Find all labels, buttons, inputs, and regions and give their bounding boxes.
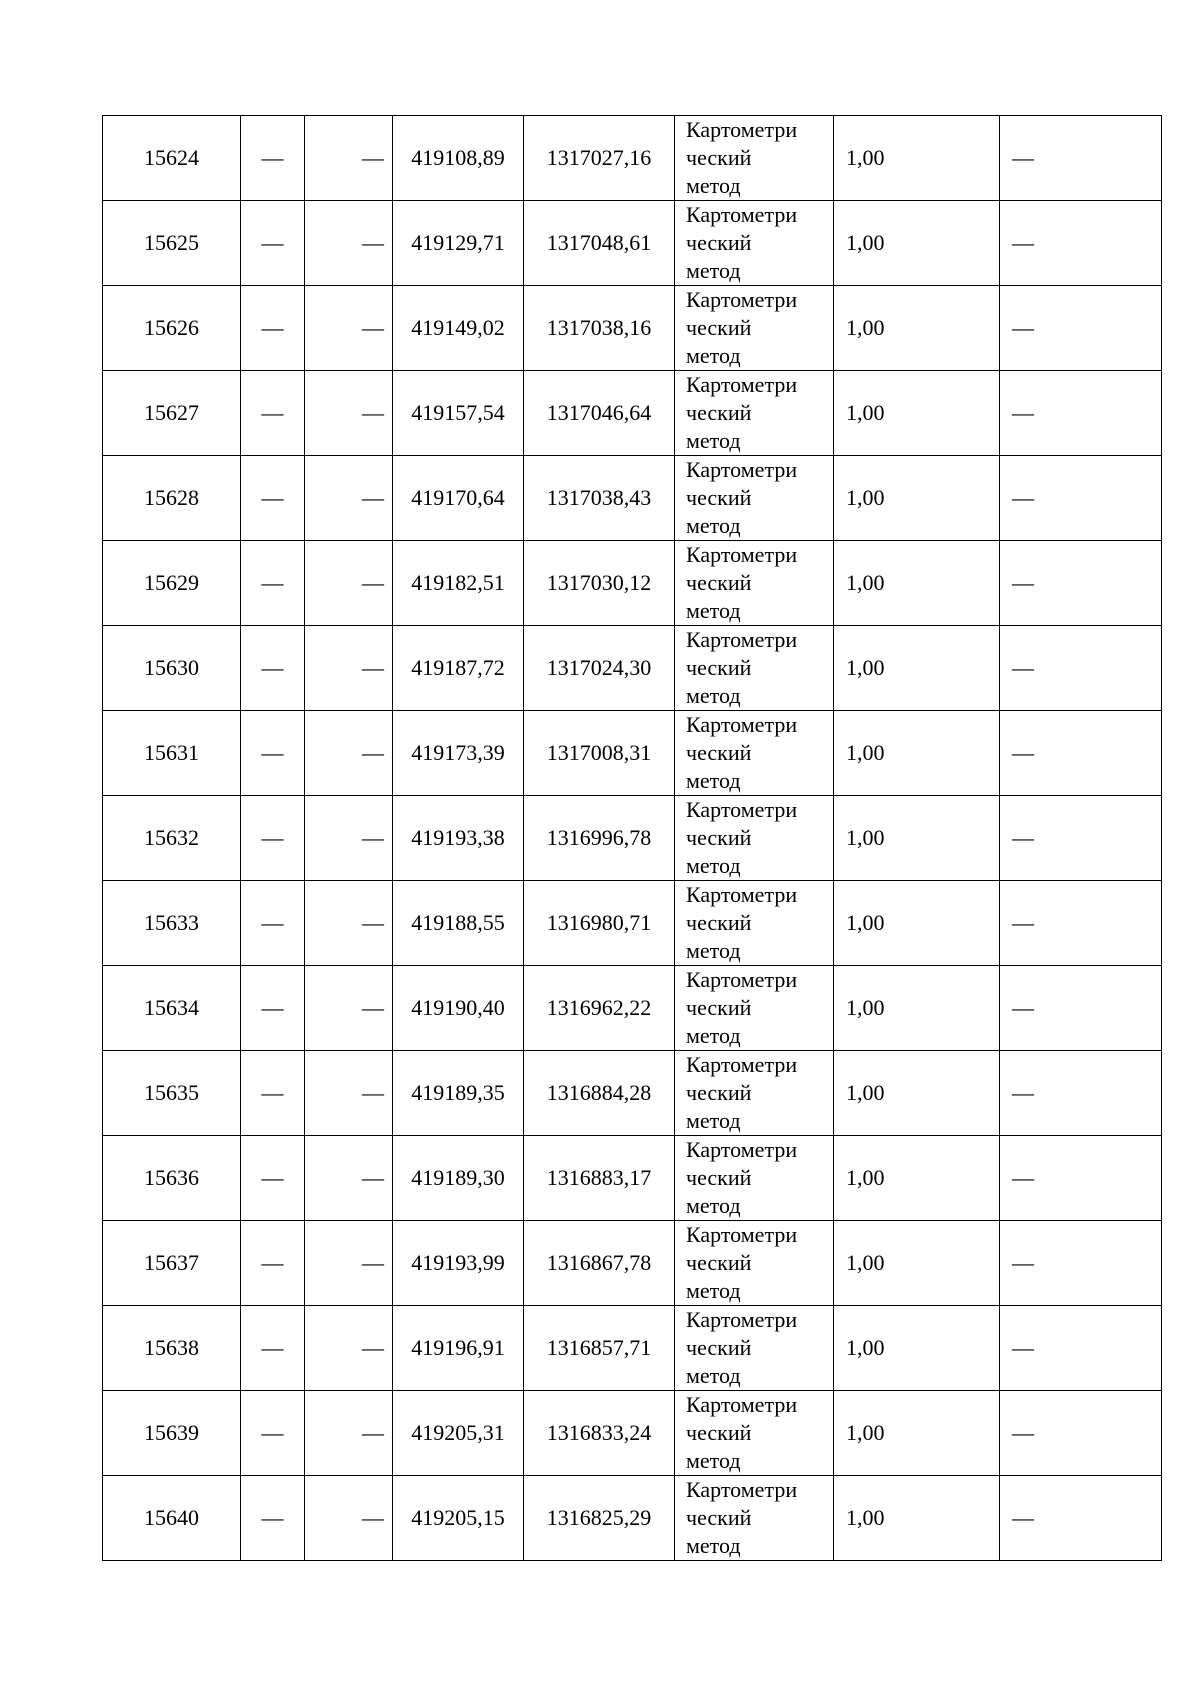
point-number-cell: 15632 <box>103 796 241 881</box>
empty-value-cell: — <box>305 1221 393 1306</box>
method-line-1: Картометри <box>686 1052 798 1077</box>
empty-value-cell: — <box>1000 541 1162 626</box>
method-cell <box>675 796 834 881</box>
method-cell <box>675 881 834 966</box>
empty-value-cell: — <box>1000 881 1162 966</box>
x-coordinate-cell: 419189,30 <box>393 1136 524 1221</box>
method-line-3: метод <box>686 173 741 198</box>
method-line-3: метод <box>686 1363 741 1388</box>
y-coordinate-cell: 1317008,31 <box>524 711 675 796</box>
empty-value-cell: — <box>1000 626 1162 711</box>
empty-value-cell: — <box>241 1051 305 1136</box>
table-row <box>103 626 1162 711</box>
table-row <box>103 966 1162 1051</box>
y-coordinate-cell: 1316867,78 <box>524 1221 675 1306</box>
accuracy-cell: 1,00 <box>834 286 1000 371</box>
method-line-1: Картометри <box>686 712 798 737</box>
empty-value-cell: — <box>1000 796 1162 881</box>
empty-value-cell: — <box>305 1306 393 1391</box>
table-body <box>103 116 1162 1561</box>
x-coordinate-cell: 419205,31 <box>393 1391 524 1476</box>
accuracy-cell: 1,00 <box>834 1221 1000 1306</box>
x-coordinate-cell: 419108,89 <box>393 116 524 201</box>
method-line-3: метод <box>686 513 741 538</box>
accuracy-cell: 1,00 <box>834 1306 1000 1391</box>
accuracy-cell: 1,00 <box>834 796 1000 881</box>
empty-value-cell: — <box>241 626 305 711</box>
y-coordinate-cell: 1316980,71 <box>524 881 675 966</box>
method-cell <box>675 201 834 286</box>
y-coordinate-cell: 1316962,22 <box>524 966 675 1051</box>
accuracy-cell: 1,00 <box>834 1051 1000 1136</box>
method-line-1: Картометри <box>686 117 798 142</box>
table-row <box>103 881 1162 966</box>
method-line-3: метод <box>686 1448 741 1473</box>
method-line-1: Картометри <box>686 202 798 227</box>
empty-value-cell: — <box>241 1306 305 1391</box>
empty-value-cell: — <box>241 881 305 966</box>
method-line-2: ческий <box>686 740 752 765</box>
y-coordinate-cell: 1317048,61 <box>524 201 675 286</box>
empty-value-cell: — <box>241 1391 305 1476</box>
x-coordinate-cell: 419187,72 <box>393 626 524 711</box>
empty-value-cell: — <box>305 456 393 541</box>
y-coordinate-cell: 1316996,78 <box>524 796 675 881</box>
empty-value-cell: — <box>305 881 393 966</box>
accuracy-cell: 1,00 <box>834 371 1000 456</box>
point-number-cell: 15626 <box>103 286 241 371</box>
empty-value-cell: — <box>241 116 305 201</box>
empty-value-cell: — <box>241 201 305 286</box>
method-line-2: ческий <box>686 995 752 1020</box>
y-coordinate-cell: 1317027,16 <box>524 116 675 201</box>
method-line-3: метод <box>686 683 741 708</box>
point-number-cell: 15633 <box>103 881 241 966</box>
method-line-2: ческий <box>686 400 752 425</box>
x-coordinate-cell: 419157,54 <box>393 371 524 456</box>
point-number-cell: 15635 <box>103 1051 241 1136</box>
empty-value-cell: — <box>241 966 305 1051</box>
method-line-2: ческий <box>686 1080 752 1105</box>
method-line-1: Картометри <box>686 797 798 822</box>
point-number-cell: 15625 <box>103 201 241 286</box>
empty-value-cell: — <box>305 1136 393 1221</box>
table-row <box>103 711 1162 796</box>
method-cell <box>675 286 834 371</box>
empty-value-cell: — <box>305 626 393 711</box>
method-line-3: метод <box>686 1193 741 1218</box>
point-number-cell: 15629 <box>103 541 241 626</box>
table-row <box>103 1476 1162 1561</box>
empty-value-cell: — <box>1000 1391 1162 1476</box>
x-coordinate-cell: 419129,71 <box>393 201 524 286</box>
x-coordinate-cell: 419188,55 <box>393 881 524 966</box>
method-line-2: ческий <box>686 655 752 680</box>
empty-value-cell: — <box>305 1476 393 1561</box>
y-coordinate-cell: 1317024,30 <box>524 626 675 711</box>
table-row <box>103 116 1162 201</box>
empty-value-cell: — <box>305 116 393 201</box>
method-line-2: ческий <box>686 485 752 510</box>
x-coordinate-cell: 419173,39 <box>393 711 524 796</box>
method-line-1: Картометри <box>686 967 798 992</box>
y-coordinate-cell: 1316884,28 <box>524 1051 675 1136</box>
method-cell <box>675 456 834 541</box>
method-line-1: Картометри <box>686 457 798 482</box>
empty-value-cell: — <box>241 1221 305 1306</box>
x-coordinate-cell: 419193,38 <box>393 796 524 881</box>
method-cell <box>675 1306 834 1391</box>
point-number-cell: 15640 <box>103 1476 241 1561</box>
method-cell <box>675 1221 834 1306</box>
method-cell <box>675 1136 834 1221</box>
method-line-3: метод <box>686 853 741 878</box>
empty-value-cell: — <box>305 796 393 881</box>
y-coordinate-cell: 1316833,24 <box>524 1391 675 1476</box>
method-line-2: ческий <box>686 1335 752 1360</box>
x-coordinate-cell: 419182,51 <box>393 541 524 626</box>
empty-value-cell: — <box>1000 371 1162 456</box>
empty-value-cell: — <box>241 796 305 881</box>
empty-value-cell: — <box>1000 711 1162 796</box>
table-row <box>103 201 1162 286</box>
accuracy-cell: 1,00 <box>834 881 1000 966</box>
empty-value-cell: — <box>1000 1476 1162 1561</box>
empty-value-cell: — <box>305 1051 393 1136</box>
method-line-3: метод <box>686 938 741 963</box>
y-coordinate-cell: 1317038,16 <box>524 286 675 371</box>
method-cell <box>675 541 834 626</box>
empty-value-cell: — <box>241 711 305 796</box>
y-coordinate-cell: 1317030,12 <box>524 541 675 626</box>
x-coordinate-cell: 419149,02 <box>393 286 524 371</box>
y-coordinate-cell: 1316857,71 <box>524 1306 675 1391</box>
table-row <box>103 796 1162 881</box>
empty-value-cell: — <box>241 541 305 626</box>
method-line-1: Картометри <box>686 372 798 397</box>
point-number-cell: 15630 <box>103 626 241 711</box>
method-line-2: ческий <box>686 825 752 850</box>
point-number-cell: 15634 <box>103 966 241 1051</box>
method-cell <box>675 371 834 456</box>
point-number-cell: 15638 <box>103 1306 241 1391</box>
empty-value-cell: — <box>1000 966 1162 1051</box>
method-line-3: метод <box>686 1533 741 1558</box>
method-cell <box>675 116 834 201</box>
empty-value-cell: — <box>1000 116 1162 201</box>
method-line-2: ческий <box>686 145 752 170</box>
table-row <box>103 456 1162 541</box>
method-line-2: ческий <box>686 1420 752 1445</box>
method-line-3: метод <box>686 1108 741 1133</box>
empty-value-cell: — <box>305 201 393 286</box>
empty-value-cell: — <box>1000 1051 1162 1136</box>
table-row <box>103 1051 1162 1136</box>
method-line-1: Картометри <box>686 1392 798 1417</box>
point-number-cell: 15636 <box>103 1136 241 1221</box>
x-coordinate-cell: 419193,99 <box>393 1221 524 1306</box>
empty-value-cell: — <box>1000 1136 1162 1221</box>
method-line-2: ческий <box>686 315 752 340</box>
empty-value-cell: — <box>305 1391 393 1476</box>
accuracy-cell: 1,00 <box>834 1476 1000 1561</box>
accuracy-cell: 1,00 <box>834 1391 1000 1476</box>
method-line-3: метод <box>686 428 741 453</box>
y-coordinate-cell: 1316825,29 <box>524 1476 675 1561</box>
method-line-3: метод <box>686 1023 741 1048</box>
accuracy-cell: 1,00 <box>834 201 1000 286</box>
accuracy-cell: 1,00 <box>834 116 1000 201</box>
empty-value-cell: — <box>1000 201 1162 286</box>
empty-value-cell: — <box>305 711 393 796</box>
method-line-3: метод <box>686 598 741 623</box>
method-line-2: ческий <box>686 1250 752 1275</box>
empty-value-cell: — <box>305 541 393 626</box>
method-line-2: ческий <box>686 570 752 595</box>
y-coordinate-cell: 1317038,43 <box>524 456 675 541</box>
point-number-cell: 15639 <box>103 1391 241 1476</box>
table-row <box>103 286 1162 371</box>
empty-value-cell: — <box>1000 286 1162 371</box>
empty-value-cell: — <box>1000 1221 1162 1306</box>
empty-value-cell: — <box>305 371 393 456</box>
empty-value-cell: — <box>1000 456 1162 541</box>
point-number-cell: 15637 <box>103 1221 241 1306</box>
empty-value-cell: — <box>1000 1306 1162 1391</box>
empty-value-cell: — <box>241 286 305 371</box>
accuracy-cell: 1,00 <box>834 456 1000 541</box>
accuracy-cell: 1,00 <box>834 966 1000 1051</box>
method-line-2: ческий <box>686 230 752 255</box>
empty-value-cell: — <box>241 456 305 541</box>
method-line-2: ческий <box>686 910 752 935</box>
empty-value-cell: — <box>241 1136 305 1221</box>
method-cell <box>675 1051 834 1136</box>
x-coordinate-cell: 419205,15 <box>393 1476 524 1561</box>
table-row <box>103 1306 1162 1391</box>
empty-value-cell: — <box>305 286 393 371</box>
table-row <box>103 541 1162 626</box>
method-line-1: Картометри <box>686 1222 798 1247</box>
method-cell <box>675 1391 834 1476</box>
method-line-3: метод <box>686 258 741 283</box>
y-coordinate-cell: 1316883,17 <box>524 1136 675 1221</box>
method-line-3: метод <box>686 1278 741 1303</box>
x-coordinate-cell: 419190,40 <box>393 966 524 1051</box>
coordinates-table <box>102 115 1162 1561</box>
point-number-cell: 15631 <box>103 711 241 796</box>
method-line-1: Картометри <box>686 627 798 652</box>
point-number-cell: 15627 <box>103 371 241 456</box>
method-cell <box>675 711 834 796</box>
table-row <box>103 1391 1162 1476</box>
accuracy-cell: 1,00 <box>834 626 1000 711</box>
x-coordinate-cell: 419170,64 <box>393 456 524 541</box>
empty-value-cell: — <box>241 371 305 456</box>
point-number-cell: 15628 <box>103 456 241 541</box>
accuracy-cell: 1,00 <box>834 711 1000 796</box>
empty-value-cell: — <box>241 1476 305 1561</box>
method-line-1: Картометри <box>686 882 798 907</box>
accuracy-cell: 1,00 <box>834 1136 1000 1221</box>
table-row <box>103 1136 1162 1221</box>
method-line-2: ческий <box>686 1165 752 1190</box>
method-line-1: Картометри <box>686 1477 798 1502</box>
x-coordinate-cell: 419189,35 <box>393 1051 524 1136</box>
method-cell <box>675 966 834 1051</box>
method-line-3: метод <box>686 343 741 368</box>
empty-value-cell: — <box>305 966 393 1051</box>
method-cell <box>675 626 834 711</box>
point-number-cell: 15624 <box>103 116 241 201</box>
table-row <box>103 1221 1162 1306</box>
table-row <box>103 371 1162 456</box>
method-line-1: Картометри <box>686 542 798 567</box>
y-coordinate-cell: 1317046,64 <box>524 371 675 456</box>
method-line-1: Картометри <box>686 1307 798 1332</box>
method-line-1: Картометри <box>686 287 798 312</box>
method-line-1: Картометри <box>686 1137 798 1162</box>
accuracy-cell: 1,00 <box>834 541 1000 626</box>
x-coordinate-cell: 419196,91 <box>393 1306 524 1391</box>
method-cell <box>675 1476 834 1561</box>
method-line-2: ческий <box>686 1505 752 1530</box>
method-line-3: метод <box>686 768 741 793</box>
